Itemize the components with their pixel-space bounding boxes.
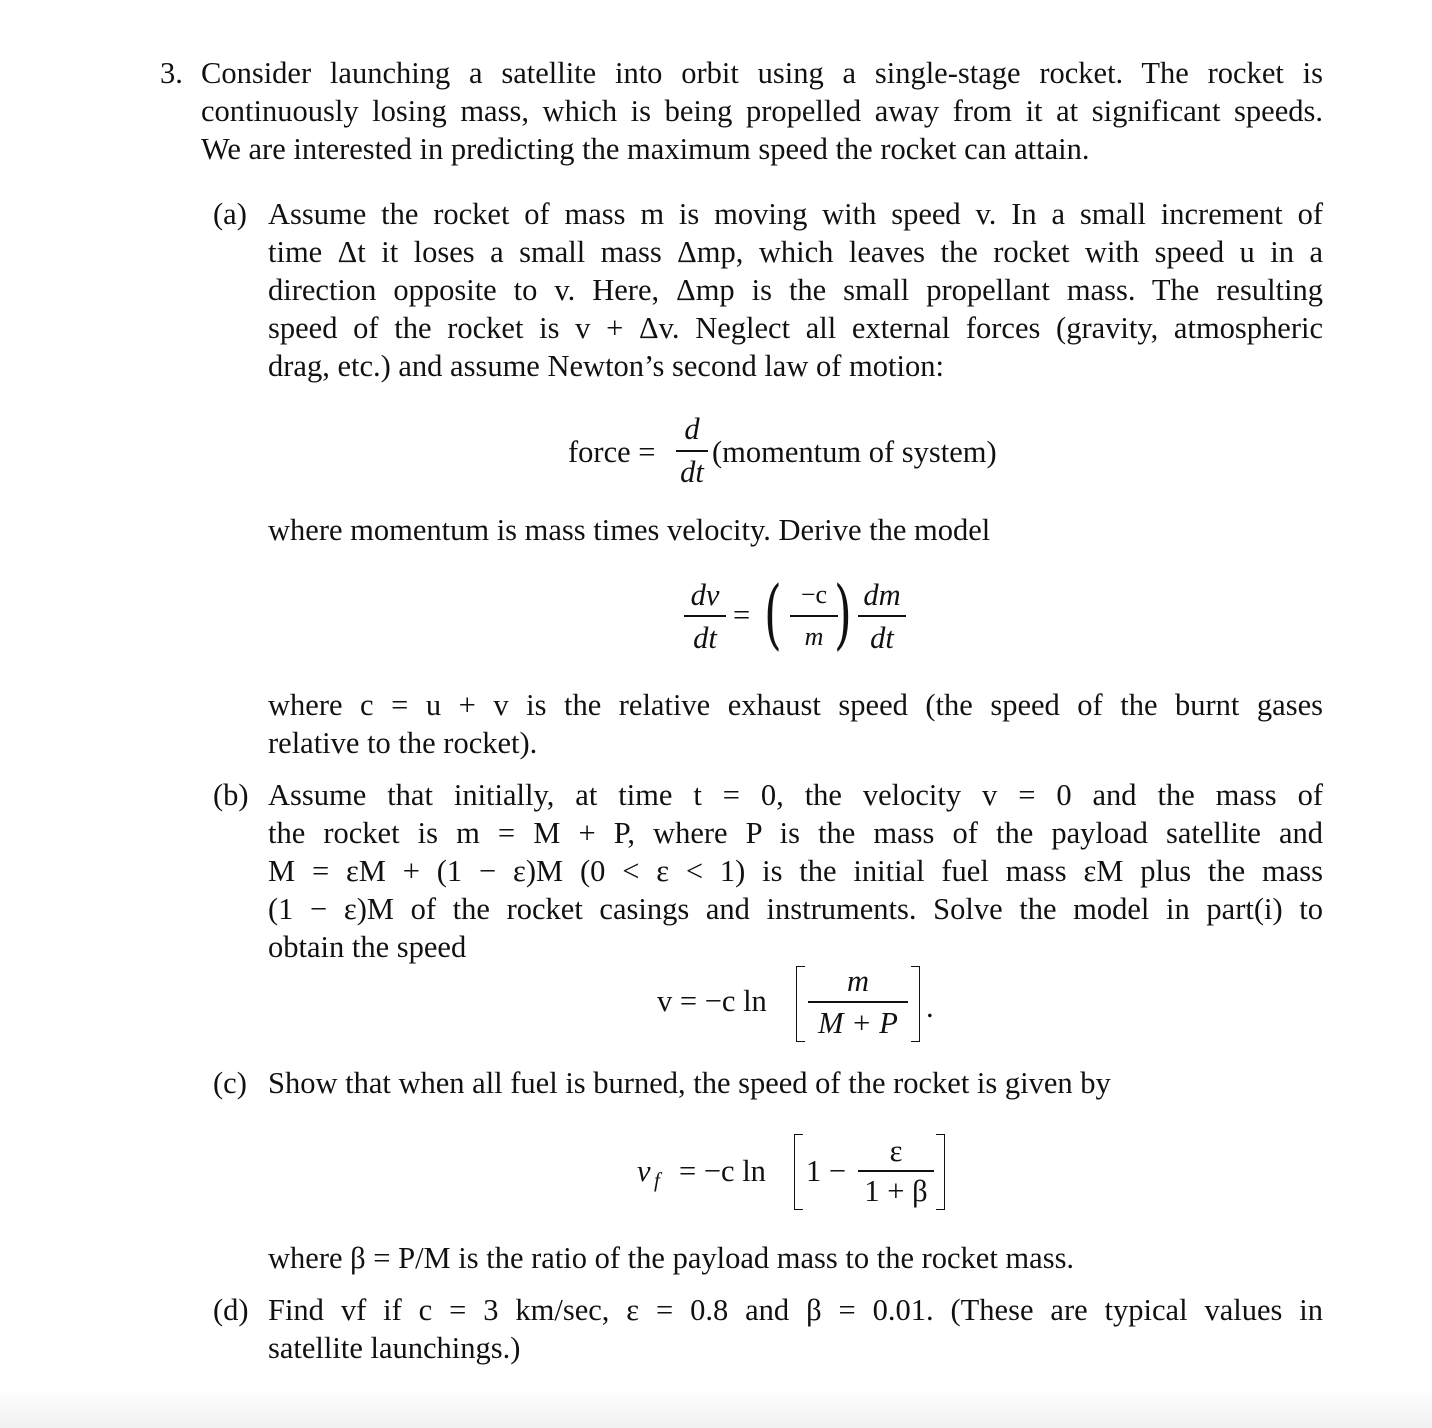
eq2-rhs-bar [858, 615, 906, 617]
eq3-tail: . [926, 990, 934, 1024]
eq4-lhs-rest: = −c ln [679, 1154, 766, 1188]
eq4-left-bracket [794, 1134, 803, 1210]
part-b-line-1: Assume that initially, at time t = 0, the velocity v = 0 and the mass of [268, 778, 1323, 812]
eq2-equals: = [733, 598, 751, 632]
eq4-den: 1 + β [864, 1174, 928, 1208]
eq4-lhs-v: v [637, 1154, 651, 1188]
part-a-after-eq2-line-1: where c = u + v is the relative exhaust speed (the speed of the burnt gases [268, 688, 1323, 722]
eq2-rhs-num: dm [863, 578, 901, 612]
eq3-bar [808, 1001, 908, 1003]
eq3-num: m [846, 964, 870, 998]
eq2-inner-bar [790, 615, 838, 617]
eq1-num: d [684, 412, 700, 446]
part-c-label: (c) [213, 1066, 247, 1100]
part-a-after-eq1: where momentum is mass times velocity. Derive the model [268, 513, 991, 547]
intro-line-1: Consider launching a satellite into orbit using a single-stage rocket. The rocket is [201, 56, 1323, 90]
eq2-lhs-den: dt [693, 621, 717, 655]
part-a-line-2: time Δt it loses a small mass Δmp, which leaves the rocket with speed u in a [268, 235, 1323, 269]
part-d-line-2: satellite launchings.) [268, 1331, 521, 1365]
part-a-line-5: drag, etc.) and assume Newton’s second law of motion: [268, 349, 944, 383]
part-d-line-1: Find vf if c = 3 km/sec, ε = 0.8 and β = 0.01. (These are typical values in [268, 1293, 1323, 1327]
part-a-line-4: speed of the rocket is v + Δv. Neglect all external forces (gravity, atmospheric [268, 311, 1323, 345]
part-b-line-2: the rocket is m = M + P, where P is the mass of the payload satellite and [268, 816, 1323, 850]
intro-line-2: continuously losing mass, which is being propelled away from it at significant speeds. [201, 94, 1323, 128]
part-b-line-3: M = εM + (1 − ε)M (0 < ε < 1) is the initial fuel mass εM plus the mass [268, 854, 1323, 888]
part-a-line-3: direction opposite to v. Here, Δmp is the small propellant mass. The resulting [268, 273, 1323, 307]
eq4-right-bracket [936, 1134, 945, 1210]
part-b-line-4: (1 − ε)M of the rocket casings and instruments. Solve the model in part(i) to [268, 892, 1323, 926]
eq4-num: ε [889, 1134, 903, 1168]
part-a-after-eq2-line-2: relative to the rocket). [268, 726, 538, 760]
part-c-line: Show that when all fuel is burned, the speed of the rocket is given by [268, 1066, 1111, 1100]
bottom-shadow [0, 1388, 1432, 1428]
intro-line-3: We are interested in predicting the maximum speed the rocket can attain. [201, 132, 1090, 166]
eq3-left-bracket [796, 966, 805, 1042]
eq1-lhs: force = [568, 435, 656, 469]
eq2-inner-den: m [804, 622, 824, 651]
part-a-line-1: Assume the rocket of mass m is moving with speed v. In a small increment of [268, 197, 1323, 231]
eq1-fraction-bar [676, 450, 708, 452]
part-b-line-5: obtain the speed [268, 930, 467, 964]
eq3-right-bracket [911, 966, 920, 1042]
eq2-lhs-num: dv [690, 578, 720, 612]
part-b-label: (b) [213, 778, 249, 812]
eq4-bar [858, 1170, 934, 1172]
eq4-lhs-sub: f [654, 1168, 660, 1192]
eq2-right-paren: ) [834, 569, 852, 658]
problem-number: 3. [160, 56, 183, 90]
eq1-den: dt [680, 455, 704, 489]
part-d-label: (d) [213, 1293, 249, 1327]
eq2-lhs-bar [684, 615, 726, 617]
eq1-rhs: (momentum of system) [712, 435, 997, 469]
part-c-after-eq4: where β = P/M is the ratio of the payload mass to the rocket mass. [268, 1241, 1075, 1275]
eq2-rhs-den: dt [870, 621, 894, 655]
eq2-left-paren: ( [764, 569, 782, 658]
eq3-den: M + P [818, 1006, 898, 1040]
part-a-label: (a) [213, 197, 247, 231]
eq4-one-minus: 1 − [806, 1154, 847, 1188]
eq3-lhs: v = −c ln [657, 984, 767, 1018]
eq2-inner-num: −c [800, 580, 828, 609]
